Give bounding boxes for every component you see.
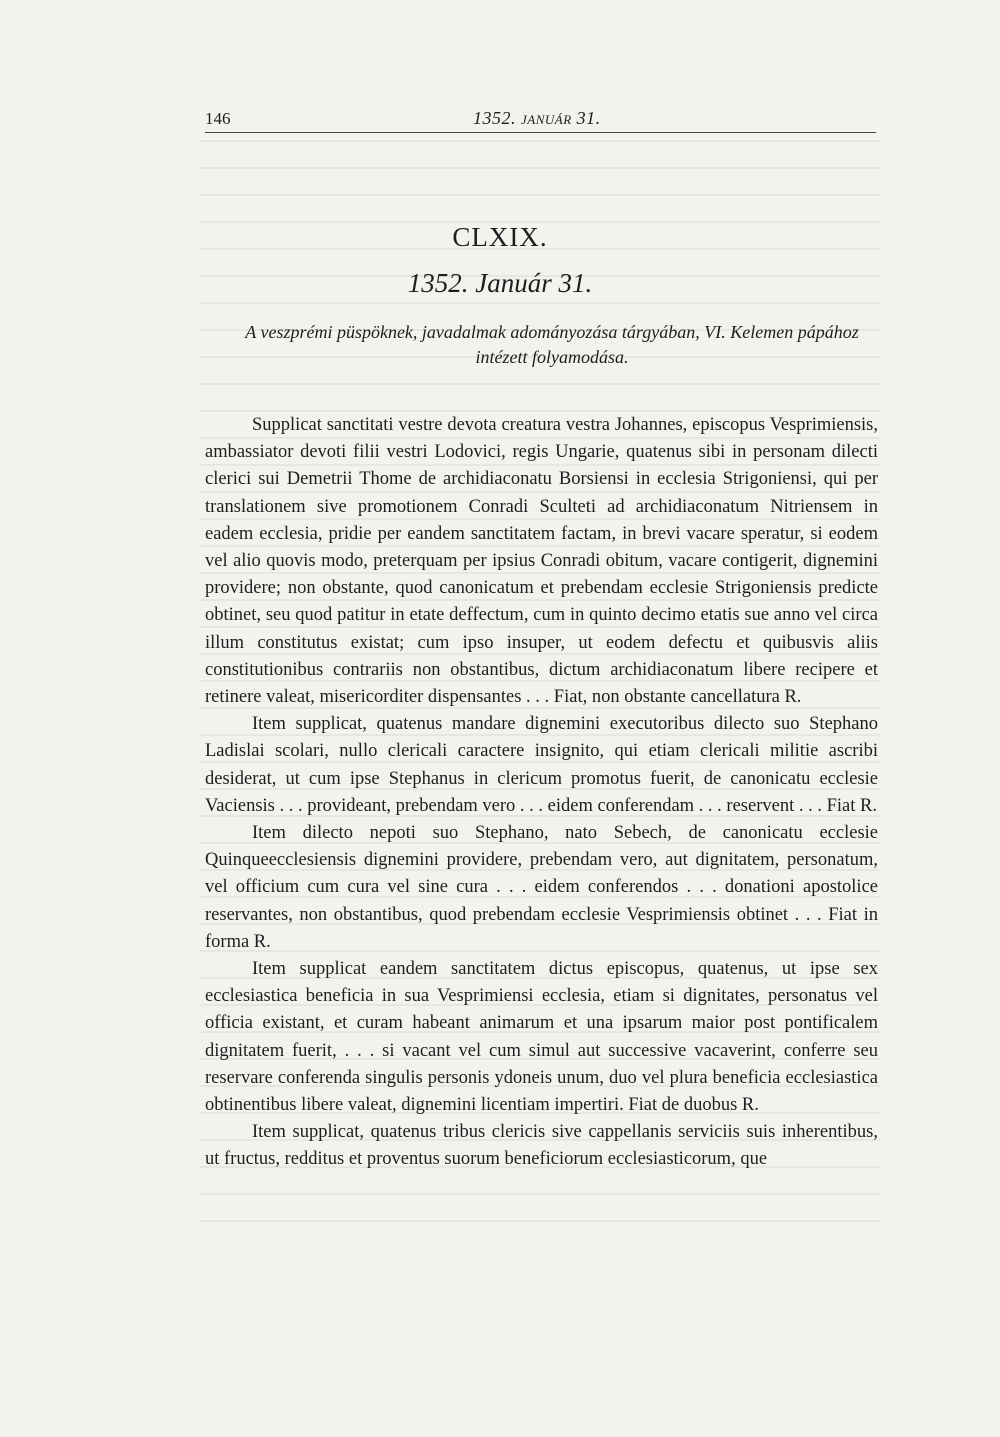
paragraph: Item supplicat, quatenus mandare dignemini executoribus dilecto suo Stephano Ladislai scolari, nullo clericali caractere insignito, qui etiam clericali militie ascribi desiderat, ut cum ipse Stephanus in clericum promotus fuerit, de canonicatu ecclesie Vaciensis . . . provideant, prebendam vero . . . eidem conferendam . . . reservent . . . Fiat R.	[205, 714, 878, 816]
document-date: 1352. Január 31.	[407, 268, 593, 298]
running-date-month: JANUÁR	[521, 112, 572, 127]
document-body	[205, 412, 878, 1174]
running-date-year: 1352.	[473, 108, 516, 128]
paragraph: Item supplicat eandem sanctitatem dictus episcopus, quatenus, ut ipse sex ecclesiastica beneficia in sua Vesprimiensi ecclesia, etiam si dignitates, personatus vel officia existant, et curam habeant animarum et una ipsarum maior post pontificalem dignitatem fuerit, . . . si vacant vel cum simul aut successive vacaverint, conferre seu reservare conferenda singulis personis ydoneis unum, duo vel plura beneficia ecclesiastica obtinentibus libere valeat, dignemini licentiam impertiri. Fiat de duobus R.	[205, 959, 878, 1116]
document-summary	[227, 320, 877, 370]
document-number: CLXIX.	[452, 222, 548, 252]
paragraph: Item supplicat, quatenus tribus clericis sive cappellanis serviciis suis inherentibus, ut fructus, redditus et proventus suorum beneficiorum ecclesiasticorum, que	[205, 1122, 878, 1170]
paragraph: Item dilecto nepoti suo Stephano, nato Sebech, de canonicatu ecclesie Quinqueecclesiensis dignemini providere, prebendam vero, aut dignitatem, personatum, vel officium cum cura vel sine cura . . . eidem conferendos . . . donationi apostolice reservantes, non obstantibus, quod prebendam ecclesie Vesprimiensis obtinet . . . Fiat in forma R.	[205, 823, 878, 952]
summary-line-2: intézett folyamodása.	[475, 347, 629, 367]
summary-line-1: A veszprémi püspöknek, javadalmak adományozása tárgyában, VI. Kelemen pápához	[245, 322, 859, 342]
running-header	[205, 104, 876, 133]
paragraph: Supplicat sanctitati vestre devota creatura vestra Johannes, episcopus Vesprimiensis, ambassiator devoti filii vestri Lodovici, regis Ungarie, quatenus sibi in personam dilecti clerici sui Demetrii Thome de archidiaconatu Borsiensi in ecclesia Strigoniensi, qui per translationem sive promotionem Conradi Sculteti ad archidiaconatum Nitriensem in eadem ecclesia, pridie per eandem sanctitatem factam, in brevi vacare speratur, si eodem vel alio quovis modo, preterquam per ipsius Conradi obitum, vacare contigerit, dignemini providere; non obstante, quod canonicatum et prebendam ecclesie Strigoniensis predicte obtinet, seu quod patitur in etate deffectum, cum in quinto decimo etatis sue anno vel circa illum constitutus existat; cum ipso insuper, ut eodem defectu et quibusvis aliis constitutionibus contrariis non obstantibus, dictum archidiaconatum libere recipere et retinere valeat, misericorditer dispensantes . . . Fiat, non obstante cancellatura R.	[205, 415, 878, 708]
running-date	[473, 108, 601, 129]
running-date-day: 31.	[576, 108, 601, 128]
page-number: 146	[205, 109, 231, 128]
